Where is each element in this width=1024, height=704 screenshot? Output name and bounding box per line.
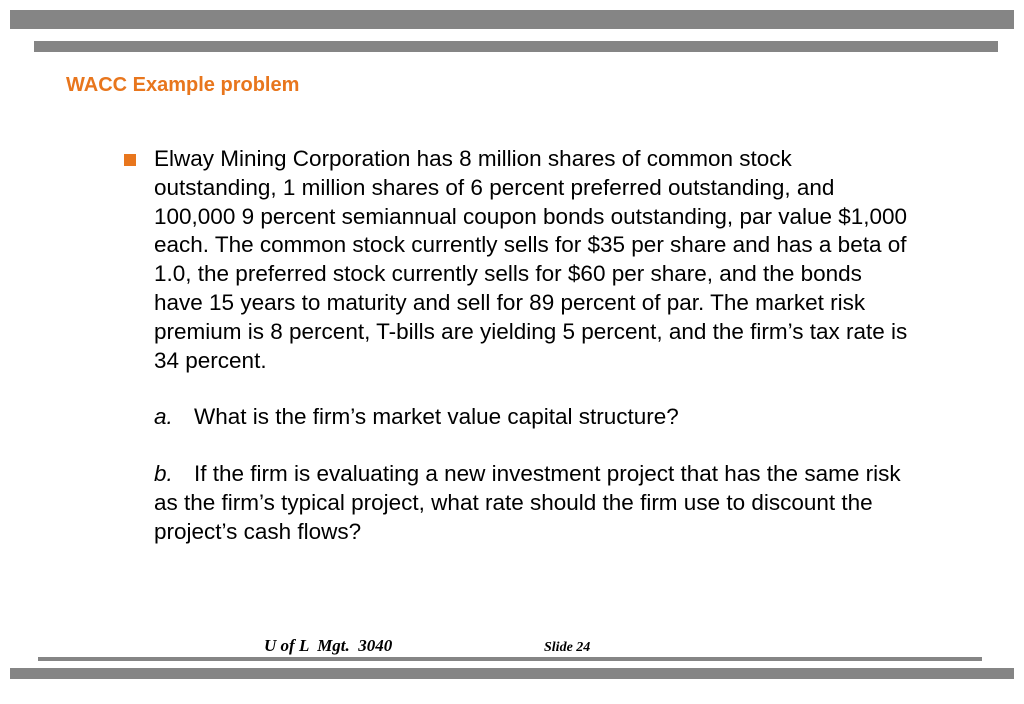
top-decorative-rule <box>34 41 998 52</box>
question-letter: a. <box>154 404 173 430</box>
question-text: What is the firm’s market value capital structure? <box>194 404 679 430</box>
footer-slide-number: Slide 24 <box>544 640 591 655</box>
slide-content <box>124 145 914 547</box>
top-decorative-bar <box>10 10 1014 29</box>
bottom-decorative-bar <box>10 668 1014 679</box>
bullet-item <box>124 145 914 375</box>
question-b <box>154 460 914 546</box>
square-bullet-icon <box>124 154 136 166</box>
slide-title: WACC Example problem <box>66 74 300 96</box>
question-letter: b. <box>154 461 173 487</box>
question-text: If the firm is evaluating a new investment project that has the same risk as the firm’s typical project, what rate should the firm use to discount the project’s cash flows? <box>154 461 901 544</box>
problem-statement: Elway Mining Corporation has 8 million shares of common stock outstanding, 1 million shares of 6 percent preferred outstanding, and 100,000 9 percent semiannual coupon bonds outstanding, par value $1,000 each. The common stock currently sells for $35 per share and has a beta of 1.0, the preferred stock currently sells for $60 per share, and the bonds have 15 years to maturity and sell for 89 percent of par. The market risk premium is 8 percent, T-bills are yielding 5 percent, and the firm’s tax rate is 34 percent. <box>154 146 908 373</box>
footer-course-label: U of L Mgt. 3040 <box>264 636 393 655</box>
question-a <box>154 403 914 432</box>
bottom-decorative-rule <box>38 657 982 661</box>
